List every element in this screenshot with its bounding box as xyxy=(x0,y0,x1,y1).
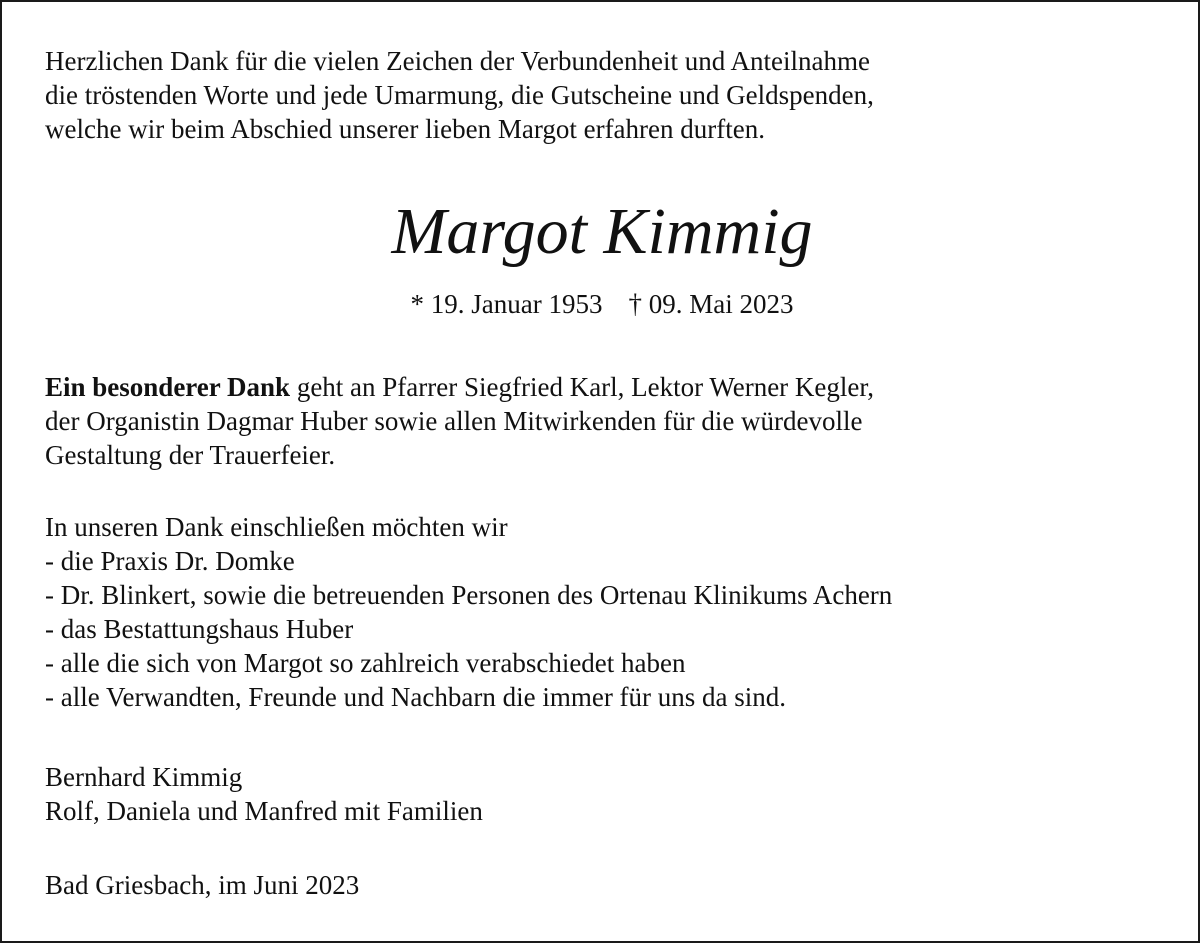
special-thanks-paragraph xyxy=(45,370,874,472)
special-thanks-text: geht an Pfarrer Siegfried Karl, Lektor Werner Kegler, xyxy=(290,372,875,402)
intro-paragraph xyxy=(45,44,874,146)
included-thanks-intro: In unseren Dank einschließen möchten wir xyxy=(45,512,508,542)
signature-block xyxy=(45,760,483,828)
death-date: † 09. Mai 2023 xyxy=(628,289,794,319)
birth-date: * 19. Januar 1953 xyxy=(410,289,603,319)
list-item: - alle Verwandten, Freunde und Nachbarn die immer für uns da sind. xyxy=(45,682,787,712)
list-item: - das Bestattungshaus Huber xyxy=(45,614,354,644)
intro-line: die tröstenden Worte und jede Umarmung, die Gutscheine und Geldspenden, xyxy=(45,80,874,110)
special-thanks-line: Gestaltung der Trauerfeier. xyxy=(45,440,336,470)
list-item: - Dr. Blinkert, sowie die betreuenden Personen des Ortenau Klinikums Achern xyxy=(45,580,893,610)
life-dates xyxy=(2,287,1200,321)
intro-line: Herzlichen Dank für die vielen Zeichen der Verbundenheit und Anteilnahme xyxy=(45,46,870,76)
special-thanks-line: der Organistin Dagmar Huber sowie allen Mitwirkenden für die würdevolle xyxy=(45,406,863,436)
deceased-name: Margot Kimmig xyxy=(391,195,813,268)
intro-line: welche wir beim Abschied unserer lieben Margot erfahren durften. xyxy=(45,114,765,144)
place-and-date: Bad Griesbach, im Juni 2023 xyxy=(45,870,360,900)
signature-line: Bernhard Kimmig xyxy=(45,762,243,792)
list-item: - die Praxis Dr. Domke xyxy=(45,546,295,576)
special-thanks-line xyxy=(45,370,874,404)
list-item: - alle die sich von Margot so zahlreich verabschiedet haben xyxy=(45,648,686,678)
signature-line: Rolf, Daniela und Manfred mit Familien xyxy=(45,796,483,826)
special-thanks-lead: Ein besonderer Dank xyxy=(45,372,291,402)
included-thanks-paragraph xyxy=(45,510,892,714)
